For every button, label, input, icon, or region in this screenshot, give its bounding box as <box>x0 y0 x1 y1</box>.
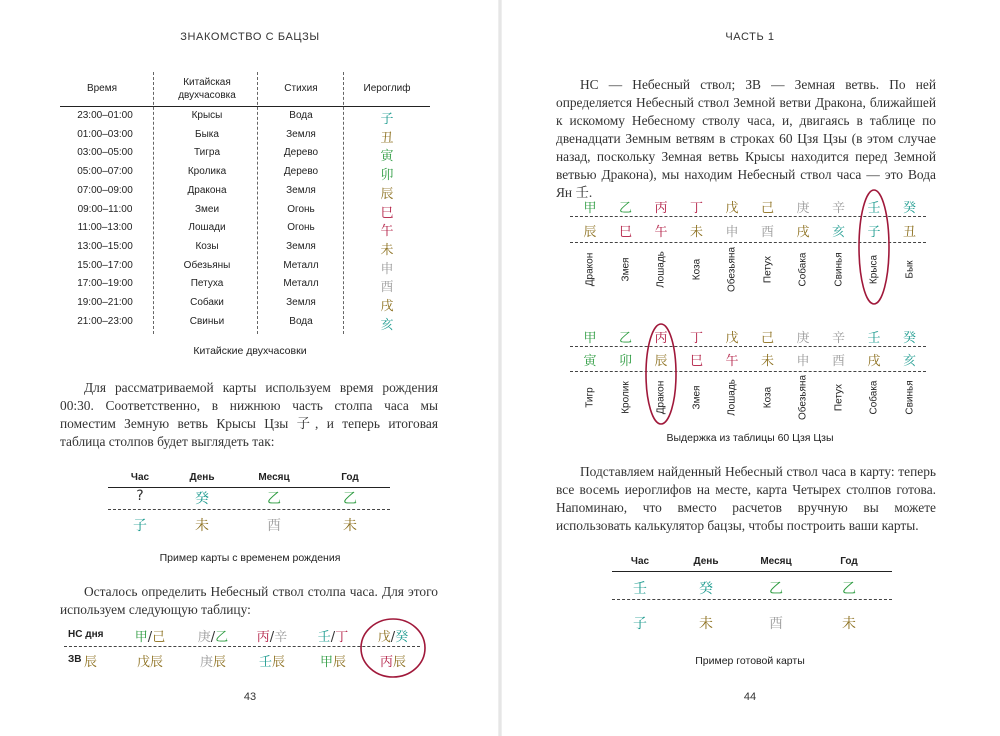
hours-row-name: Козы <box>195 240 219 252</box>
branch-glyph: 辰 <box>272 655 286 670</box>
stem-glyph: 癸 <box>395 630 409 645</box>
branch-glyph: 庚 <box>199 655 213 670</box>
stem-glyph: / <box>147 630 153 645</box>
pillar-header: День <box>189 472 215 483</box>
hours-row-element: Земля <box>286 128 316 140</box>
jiazi-stem: 丙 <box>654 331 668 346</box>
jiazi-animal: Обезьяна <box>726 246 738 293</box>
jiazi-animal: Дракон <box>584 252 596 287</box>
stem-glyph: / <box>210 630 216 645</box>
hours-row-name: Петуха <box>190 278 224 290</box>
jiazi-branch: 未 <box>689 225 703 240</box>
jiazi-branch: 午 <box>725 354 739 369</box>
jiazi-branch: 未 <box>760 354 774 369</box>
stem-glyph: 己 <box>152 630 166 645</box>
stem-lookup-table <box>0 0 500 690</box>
pillar-branch: 未 <box>195 518 209 534</box>
stem-glyph: 丁 <box>335 630 349 645</box>
jiazi-stem: 癸 <box>902 331 916 346</box>
pillar-branch: 子 <box>633 616 647 632</box>
jiazi-animal: Лошадь <box>655 251 667 288</box>
jiazi-animal: Коза <box>762 386 773 409</box>
hours-table-caption: Китайские двухчасовки <box>193 345 307 357</box>
stem-glyph: / <box>330 630 336 645</box>
hours-row-time: 01:00–03:00 <box>77 128 133 140</box>
jiazi-stem: 庚 <box>796 331 810 346</box>
hours-row-time: 11:00–13:00 <box>77 222 133 234</box>
hours-row-glyph: 子 <box>380 112 394 127</box>
pillar-header: День <box>693 556 719 567</box>
jiazi-animal: Свинья <box>904 380 915 415</box>
jiazi-animal: Петух <box>833 383 844 412</box>
branch-row-label: ЗВ <box>68 654 82 665</box>
stem-glyph: 乙 <box>215 630 229 645</box>
jiazi-branch: 卯 <box>618 354 632 369</box>
pillar-stem: 乙 <box>267 491 281 507</box>
hours-row-glyph: 巳 <box>380 205 394 221</box>
jiazi-animal: Тигр <box>584 387 596 408</box>
hours-row-glyph: 卯 <box>380 168 394 184</box>
jiazi-branch: 子 <box>867 225 881 240</box>
hours-row-name: Свиньи <box>189 315 225 327</box>
jiazi-stem: 丙 <box>654 201 668 216</box>
paragraph-text: Для рассматриваемой карты используем время рождения 00:30. Соответственно, в нижнюю часть столпа часа мы поместим Земную ветвь Крысы Цзы 子, и теперь итоговая таблица столпов будет выглядеть так: <box>60 380 438 449</box>
hours-row-element: Дерево <box>283 147 319 159</box>
hours-row-glyph: 酉 <box>380 280 394 296</box>
pillar-branch: 未 <box>842 616 856 632</box>
jiazi-stem: 庚 <box>796 201 810 216</box>
pillar-stem: 乙 <box>769 581 783 597</box>
hours-row-name: Обезьяны <box>183 259 231 271</box>
jiazi-branch: 酉 <box>760 225 774 240</box>
hours-row-name: Собаки <box>190 297 224 308</box>
highlight-ellipse-shape <box>361 619 425 677</box>
pillar-divider <box>612 599 892 600</box>
stem-glyph: 甲 <box>134 630 148 645</box>
hours-table-header: Иероглиф <box>363 83 411 94</box>
jiazi-animal: Петух <box>762 255 773 284</box>
hours-row-name: Крысы <box>191 110 223 121</box>
jiazi-branch: 戌 <box>796 225 810 240</box>
hours-row-time: 17:00–19:00 <box>77 278 133 290</box>
jiazi-animal: Крыса <box>868 254 880 285</box>
hours-row-name: Тигра <box>193 147 221 159</box>
jiazi-animal: Лошадь <box>726 379 738 416</box>
pillar-stem: 癸 <box>699 581 713 597</box>
jiazi-branch: 申 <box>796 354 810 369</box>
jiazi-branch: 戌 <box>867 354 881 369</box>
stem-glyph: 辛 <box>274 630 288 645</box>
page-number: 44 <box>743 691 757 703</box>
jiazi-branch: 巳 <box>618 225 632 240</box>
hours-row-element: Вода <box>289 110 313 121</box>
hours-row-name: Быка <box>195 128 219 140</box>
jiazi-branch: 酉 <box>831 354 845 369</box>
hours-row-time: 21:00–23:00 <box>77 315 133 327</box>
hours-row-glyph: 未 <box>380 242 394 258</box>
jiazi-animal: Собака <box>797 252 809 287</box>
jiazi-branch: 辰 <box>654 354 668 369</box>
pillar-header: Месяц <box>258 472 290 483</box>
jiazi-branch: 丑 <box>902 225 916 240</box>
hours-row-name: Дракона <box>187 184 227 196</box>
hours-row-element: Вода <box>289 315 313 327</box>
hours-row-time: 19:00–21:00 <box>77 297 133 308</box>
hours-row-element: Металл <box>283 259 319 271</box>
branch-glyph: 辰 <box>213 655 227 670</box>
stem-row-label: НС дня <box>68 629 104 640</box>
hours-row-time: 23:00–01:00 <box>77 110 133 121</box>
jiazi-stem: 己 <box>760 331 774 346</box>
jiazi-stem: 甲 <box>583 331 597 346</box>
pillar-header: Час <box>630 556 650 567</box>
hours-row-glyph: 辰 <box>380 186 394 202</box>
hours-row-time: 03:00–05:00 <box>77 147 133 159</box>
pillar-header: Месяц <box>760 556 792 567</box>
pillars-chart-caption: Пример карты с временем рождения <box>159 552 341 564</box>
pillar-stem: ? <box>136 488 144 504</box>
hours-row-time: 07:00–09:00 <box>77 184 133 196</box>
paragraph-text: НС — Небесный ствол; ЗВ — Земная ветвь. По ней определяется Небесный ствол Земной ветви Дракона, ближайшей к искомому Небесному стволу часа, и, двигаясь в таблице по двенадцати Земным ветвям в строках 60 Цзя Цзы (в этом случае назад, поскольку Земная ветвь Крысы находится перед Земной ветвью Дракона), мы находим Небесный ствол часа — это Вода Ян 壬. <box>556 77 936 200</box>
hours-row-glyph: 丑 <box>380 130 394 146</box>
final-pillars-chart <box>500 0 1000 660</box>
jiazi-stem: 丁 <box>689 201 703 216</box>
hours-table-header: Время <box>86 83 118 94</box>
pillar-branch: 未 <box>343 518 357 534</box>
hours-row-glyph: 午 <box>380 224 394 240</box>
hours-row-time: 13:00–15:00 <box>77 240 133 252</box>
jiazi-stem: 壬 <box>867 331 881 346</box>
hours-row-element: Земля <box>286 184 316 196</box>
jiazi-animal: Змея <box>691 385 702 410</box>
jiazi-stem: 癸 <box>902 201 916 216</box>
branch-glyph: 丙 <box>379 655 393 670</box>
jiazi-animal: Дракон <box>655 380 667 415</box>
pillar-header: Час <box>130 472 150 483</box>
paragraph-text: Подставляем найденный Небесный ствол часа в карту: теперь все восемь иероглифов на месте, карта Четырех столпов готова. Напоминаю, что вместо расчетов вручную вы можете использовать калькулятор бацзы, чтобы построить ваши карты. <box>556 464 936 533</box>
jiazi-animal: Коза <box>691 258 702 281</box>
stem-glyph: / <box>269 630 275 645</box>
hours-row-time: 15:00–17:00 <box>77 259 133 271</box>
hours-row-element: Огонь <box>287 222 315 234</box>
pillar-branch: 酉 <box>769 616 783 632</box>
hours-row-element: Металл <box>283 278 319 290</box>
stem-glyph: 戊 <box>377 630 391 645</box>
hours-row-glyph: 寅 <box>380 149 394 165</box>
hours-row-element: Земля <box>286 297 316 308</box>
running-head: ЗНАКОМСТВО С БАЦЗЫ <box>180 31 320 43</box>
jiazi-stem: 乙 <box>618 201 632 216</box>
branch-glyph: 甲 <box>319 655 333 670</box>
pillar-stem: 癸 <box>195 491 209 507</box>
jiazi-stem: 甲 <box>583 201 597 216</box>
jiazi-stem: 丁 <box>689 331 703 346</box>
branch-glyph: 辰 <box>393 655 407 670</box>
paragraph-text: Осталось определить Небесный ствол столпа часа. Для этого используем следующую таблицу: <box>60 584 438 617</box>
hours-row-element: Огонь <box>287 203 315 215</box>
stem-glyph: 丙 <box>256 630 270 645</box>
hours-row-time: 09:00–11:00 <box>77 203 133 215</box>
jiazi-stem: 戊 <box>725 201 739 216</box>
pillar-stem: 壬 <box>633 581 647 597</box>
stem-glyph: / <box>390 630 396 645</box>
pillar-stem: 乙 <box>842 581 856 597</box>
right-page <box>500 0 1000 736</box>
stem-glyph: 庚 <box>197 630 211 645</box>
branch-glyph: 辰 <box>150 655 164 670</box>
hours-row-name: Змеи <box>194 203 220 215</box>
hours-row-glyph: 戌 <box>380 299 394 314</box>
hours-row-time: 05:00–07:00 <box>77 166 133 178</box>
jiazi-animal: Кролик <box>620 381 631 414</box>
jiazi-animal: Обезьяна <box>797 374 809 421</box>
hours-row-glyph: 亥 <box>380 317 394 333</box>
pillar-rule <box>612 571 892 572</box>
hours-table-header: Китайская двухчасовка <box>178 77 236 101</box>
hours-row-name: Лошади <box>188 222 226 234</box>
jiazi-branch: 午 <box>654 225 668 240</box>
running-head: ЧАСТЬ 1 <box>725 31 775 43</box>
pillar-branch: 未 <box>699 616 713 632</box>
hours-row-glyph: 申 <box>380 261 394 277</box>
jiazi-animal: Змея <box>620 257 631 282</box>
jiazi-stem: 辛 <box>831 331 845 346</box>
jiazi-branch: 辰 <box>583 225 597 240</box>
final-chart-caption: Пример готовой карты <box>695 655 805 667</box>
jiazi-stem: 壬 <box>867 201 881 216</box>
branch-glyph: 辰 <box>333 655 347 670</box>
pillar-header: Год <box>341 472 359 483</box>
jiazi-animal: Бык <box>904 260 915 279</box>
jiazi-branch: 亥 <box>902 354 916 369</box>
jiazi-stem: 己 <box>760 201 774 216</box>
pillar-stem: 乙 <box>343 491 357 507</box>
hours-table-header: Стихия <box>284 83 318 94</box>
jiazi-branch: 申 <box>725 225 739 240</box>
pillar-header: Год <box>840 556 858 567</box>
jiazi-animal: Свинья <box>833 252 844 287</box>
jiazi-animal: Собака <box>868 380 880 415</box>
jiazi-branch: 亥 <box>831 225 845 240</box>
hours-row-element: Земля <box>286 240 316 252</box>
branch-glyph: 戊 <box>136 655 150 670</box>
jiazi-table-caption: Выдержка из таблицы 60 Цзя Цзы <box>666 432 834 444</box>
pillar-branch: 子 <box>133 518 147 534</box>
hours-row-name: Кролика <box>187 166 227 178</box>
branch-row-label-glyph: 辰 <box>84 655 98 670</box>
jiazi-branch: 寅 <box>583 354 597 369</box>
jiazi-stem: 乙 <box>618 331 632 346</box>
page-number: 43 <box>243 691 257 703</box>
hours-row-element: Дерево <box>283 166 319 178</box>
jiazi-branch: 巳 <box>689 354 703 369</box>
branch-glyph: 壬 <box>258 655 272 670</box>
highlight-ellipse <box>0 0 500 690</box>
jiazi-stem: 辛 <box>831 201 845 216</box>
pillar-branch: 酉 <box>267 518 281 534</box>
stem-glyph: 壬 <box>317 630 331 645</box>
jiazi-stem: 戊 <box>725 331 739 346</box>
